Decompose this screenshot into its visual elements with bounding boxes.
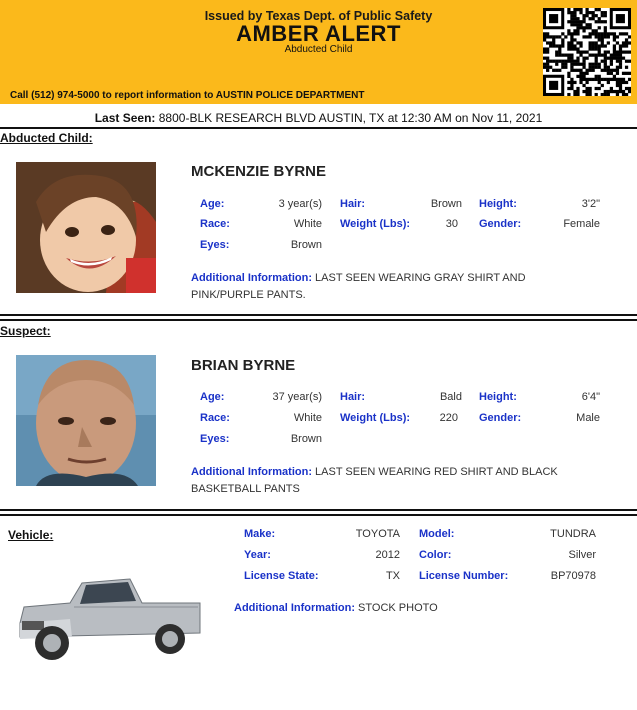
suspect-age: 37 year(s): [272, 391, 322, 403]
vehicle-plate: BP70978: [550, 570, 596, 582]
section-label-vehicle: Vehicle:: [8, 528, 54, 542]
child-photo: [16, 162, 156, 293]
vehicle-color-label: Color:: [419, 549, 452, 561]
child-height: 3'2": [581, 198, 600, 210]
report-call-line: Call (512) 974-5000 to report information to AUSTIN POLICE DEPARTMENT: [10, 90, 365, 101]
vehicle-plate-state-label: License State:: [244, 570, 319, 582]
child-race-label: Race:: [200, 218, 230, 230]
vehicle-make-label: Make:: [244, 528, 276, 540]
suspect-gender-label: Gender:: [479, 412, 522, 424]
suspect-weight: 220: [439, 412, 458, 424]
suspect-hair: Bald: [439, 391, 462, 403]
issuer-line: Issued by Texas Dept. of Public Safety: [204, 9, 433, 23]
divider: [0, 514, 637, 516]
last-seen-value: 8800-BLK RESEARCH BLVD AUSTIN, TX at 12:30 AM on Nov 11, 2021: [158, 111, 543, 125]
suspect-hair-label: Hair:: [340, 391, 366, 403]
suspect-race-label: Race:: [200, 412, 230, 424]
child-age: 3 year(s): [278, 198, 322, 210]
alert-subtitle: Abducted Child: [284, 44, 353, 55]
child-gender-label: Gender:: [479, 218, 522, 230]
vehicle-color: Silver: [568, 549, 596, 561]
vehicle-make: TOYOTA: [355, 528, 400, 540]
child-age-label: Age:: [200, 198, 225, 210]
vehicle-year-label: Year:: [244, 549, 271, 561]
child-eyes-label: Eyes:: [200, 239, 230, 251]
suspect-age-label: Age:: [200, 391, 225, 403]
last-seen-line: [0, 111, 637, 125]
section-label-child: Abducted Child:: [0, 131, 93, 145]
qr-code-graphic: [543, 8, 631, 96]
child-eyes: Brown: [290, 239, 322, 251]
vehicle-year: 2012: [375, 549, 400, 561]
suspect-gender: Male: [576, 412, 600, 424]
child-hair-label: Hair:: [340, 198, 366, 210]
suspect-addl-label: Additional Information:: [191, 466, 312, 478]
child-gender: Female: [563, 218, 600, 230]
vehicle-plate-label: License Number:: [419, 570, 509, 582]
vehicle-photo: [10, 563, 210, 673]
alert-title: AMBER ALERT: [236, 21, 401, 46]
qr-code-icon[interactable]: [543, 8, 631, 96]
child-name: MCKENZIE BYRNE: [191, 163, 327, 180]
divider: [0, 509, 637, 511]
child-additional-info: [191, 270, 571, 304]
vehicle-model-label: Model:: [419, 528, 455, 540]
child-addl-label: Additional Information:: [191, 272, 312, 284]
divider: [0, 314, 637, 316]
child-height-label: Height:: [479, 198, 517, 210]
vehicle-addl-text: STOCK PHOTO: [358, 602, 438, 614]
vehicle-model: TUNDRA: [550, 528, 596, 540]
child-race: White: [293, 218, 322, 230]
vehicle-addl-label: Additional Information:: [234, 602, 355, 614]
suspect-name: BRIAN BYRNE: [191, 357, 296, 374]
last-seen-label: Last Seen:: [94, 111, 156, 125]
child-addl-text: LAST SEEN WEARING GRAY SHIRT AND PINK/PURPLE PANTS.: [191, 272, 526, 301]
child-hair: Brown: [430, 198, 462, 210]
section-label-suspect: Suspect:: [0, 324, 51, 338]
vehicle-plate-state: TX: [385, 570, 400, 582]
suspect-additional-info: [191, 464, 591, 498]
suspect-height-label: Height:: [479, 391, 517, 403]
suspect-eyes-label: Eyes:: [200, 433, 230, 445]
suspect-photo: [16, 355, 156, 486]
vehicle-additional-info: [234, 600, 614, 617]
suspect-height: 6'4": [581, 391, 600, 403]
divider: [0, 127, 637, 129]
suspect-race: White: [293, 412, 322, 424]
child-weight-label: Weight (Lbs):: [340, 218, 411, 230]
suspect-eyes: Brown: [290, 433, 322, 445]
suspect-addl-text: LAST SEEN WEARING RED SHIRT AND BLACK BASKETBALL PANTS: [191, 466, 558, 495]
divider: [0, 319, 637, 321]
suspect-weight-label: Weight (Lbs):: [340, 412, 411, 424]
child-weight: 30: [445, 218, 458, 230]
